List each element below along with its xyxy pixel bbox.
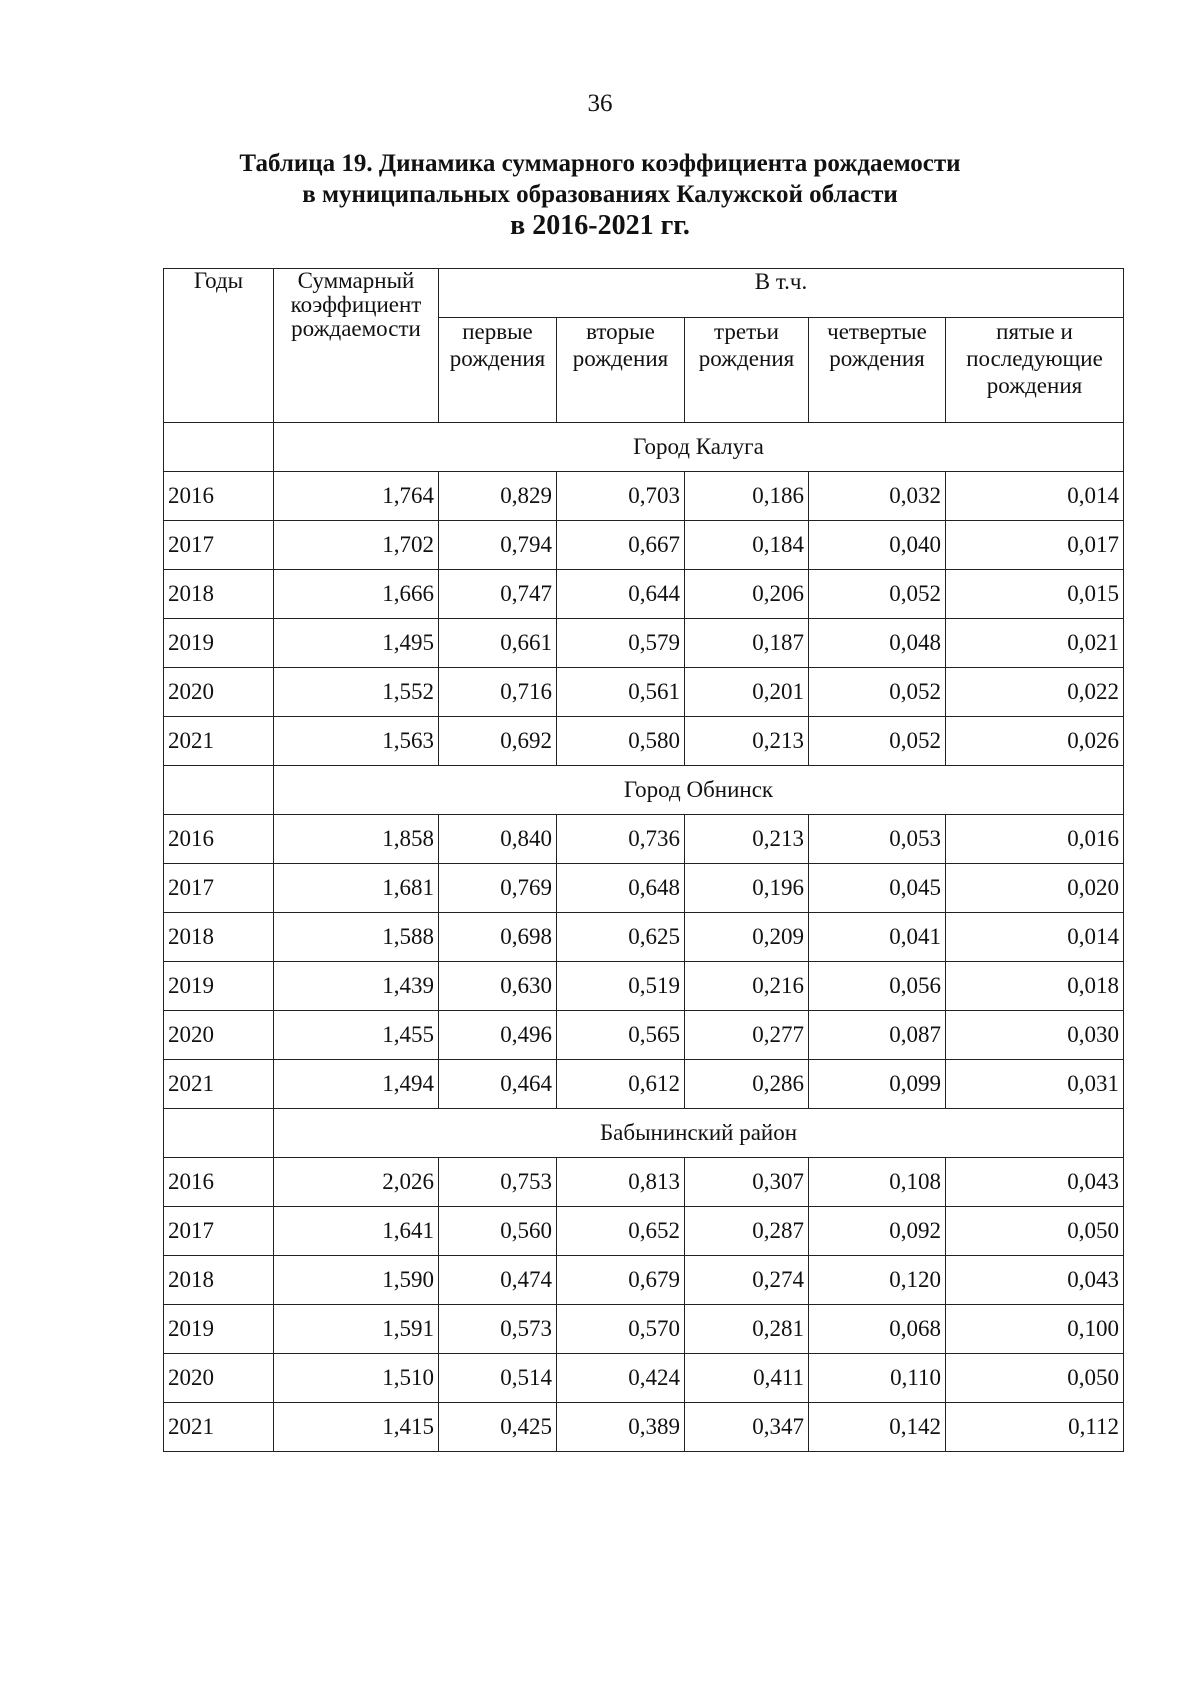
value-cell: 0,667: [557, 521, 685, 570]
value-cell: 0,022: [946, 668, 1124, 717]
value-cell: 0,736: [557, 815, 685, 864]
value-cell: 0,625: [557, 913, 685, 962]
value-cell: 0,026: [946, 717, 1124, 766]
value-cell: 0,794: [439, 521, 557, 570]
value-cell: 0,425: [439, 1403, 557, 1452]
value-cell: 1,494: [274, 1060, 439, 1109]
year-cell: 2017: [164, 1207, 274, 1256]
table-title-line-2: в муниципальных образованиях Калужской области: [302, 181, 898, 208]
value-cell: 0,216: [685, 962, 809, 1011]
value-cell: 0,813: [557, 1158, 685, 1207]
year-cell: 2016: [164, 1158, 274, 1207]
table-row: [164, 619, 1124, 668]
value-cell: 0,187: [685, 619, 809, 668]
value-cell: 0,209: [685, 913, 809, 962]
value-cell: 2,026: [274, 1158, 439, 1207]
table-row: [164, 1011, 1124, 1060]
value-cell: 0,652: [557, 1207, 685, 1256]
value-cell: 0,347: [685, 1403, 809, 1452]
value-cell: 1,415: [274, 1403, 439, 1452]
value-cell: 1,641: [274, 1207, 439, 1256]
value-cell: 0,464: [439, 1060, 557, 1109]
section-empty-cell: [164, 766, 274, 815]
value-cell: 0,206: [685, 570, 809, 619]
table-title-line-3: в 2016-2021 гг.: [510, 210, 690, 241]
section-title: Бабынинский район: [274, 1109, 1124, 1158]
value-cell: 0,052: [809, 570, 946, 619]
table-row: [164, 717, 1124, 766]
table-title: [0, 148, 1200, 241]
value-cell: 0,840: [439, 815, 557, 864]
value-cell: 1,552: [274, 668, 439, 717]
value-cell: 0,196: [685, 864, 809, 913]
table-row: [164, 1158, 1124, 1207]
table-row: [164, 913, 1124, 962]
value-cell: 0,213: [685, 717, 809, 766]
value-cell: 1,666: [274, 570, 439, 619]
value-cell: 0,050: [946, 1354, 1124, 1403]
value-cell: 0,307: [685, 1158, 809, 1207]
value-cell: 0,018: [946, 962, 1124, 1011]
table-row: [164, 1256, 1124, 1305]
value-cell: 0,213: [685, 815, 809, 864]
value-cell: 0,679: [557, 1256, 685, 1305]
value-cell: 0,201: [685, 668, 809, 717]
value-cell: 0,287: [685, 1207, 809, 1256]
value-cell: 0,580: [557, 717, 685, 766]
value-cell: 0,017: [946, 521, 1124, 570]
value-cell: 0,648: [557, 864, 685, 913]
value-cell: 0,050: [946, 1207, 1124, 1256]
value-cell: 0,286: [685, 1060, 809, 1109]
value-cell: 0,747: [439, 570, 557, 619]
table-row: [164, 864, 1124, 913]
header-including: В т.ч.: [439, 269, 1124, 318]
section-empty-cell: [164, 1109, 274, 1158]
value-cell: 1,439: [274, 962, 439, 1011]
table-row: [164, 521, 1124, 570]
year-cell: 2019: [164, 1305, 274, 1354]
year-cell: 2021: [164, 1403, 274, 1452]
value-cell: 0,056: [809, 962, 946, 1011]
value-cell: 0,110: [809, 1354, 946, 1403]
value-cell: 0,184: [685, 521, 809, 570]
value-cell: 0,092: [809, 1207, 946, 1256]
value-cell: 0,560: [439, 1207, 557, 1256]
value-cell: 0,040: [809, 521, 946, 570]
value-cell: 1,495: [274, 619, 439, 668]
year-cell: 2016: [164, 472, 274, 521]
value-cell: 0,561: [557, 668, 685, 717]
header-total-fertility-rate: Суммарный коэффициент рождаемости: [274, 269, 439, 423]
section-row: [164, 423, 1124, 472]
year-cell: 2021: [164, 1060, 274, 1109]
table-row: [164, 570, 1124, 619]
value-cell: 0,703: [557, 472, 685, 521]
header-first-births: первые рождения: [439, 318, 557, 423]
value-cell: 0,120: [809, 1256, 946, 1305]
section-title: Город Калуга: [274, 423, 1124, 472]
value-cell: 0,630: [439, 962, 557, 1011]
value-cell: 0,573: [439, 1305, 557, 1354]
header-fourth-births: четвертые рождения: [809, 318, 946, 423]
value-cell: 0,514: [439, 1354, 557, 1403]
value-cell: 1,588: [274, 913, 439, 962]
value-cell: 0,053: [809, 815, 946, 864]
value-cell: 0,031: [946, 1060, 1124, 1109]
value-cell: 0,570: [557, 1305, 685, 1354]
table-row: [164, 668, 1124, 717]
header-fifth-plus-births: пятые и последующие рождения: [946, 318, 1124, 423]
table-row: [164, 1403, 1124, 1452]
table-row: [164, 1354, 1124, 1403]
year-cell: 2019: [164, 962, 274, 1011]
table-row: [164, 962, 1124, 1011]
value-cell: 0,108: [809, 1158, 946, 1207]
year-cell: 2021: [164, 717, 274, 766]
year-cell: 2020: [164, 1354, 274, 1403]
value-cell: 1,702: [274, 521, 439, 570]
year-cell: 2018: [164, 913, 274, 962]
year-cell: 2020: [164, 668, 274, 717]
year-cell: 2018: [164, 570, 274, 619]
header-third-births: третьи рождения: [685, 318, 809, 423]
value-cell: 0,052: [809, 717, 946, 766]
table-row: [164, 815, 1124, 864]
value-cell: 0,474: [439, 1256, 557, 1305]
value-cell: 0,030: [946, 1011, 1124, 1060]
value-cell: 0,020: [946, 864, 1124, 913]
value-cell: 0,644: [557, 570, 685, 619]
value-cell: 0,014: [946, 472, 1124, 521]
section-row: [164, 766, 1124, 815]
value-cell: 0,661: [439, 619, 557, 668]
value-cell: 0,769: [439, 864, 557, 913]
value-cell: 0,274: [685, 1256, 809, 1305]
value-cell: 0,519: [557, 962, 685, 1011]
value-cell: 0,692: [439, 717, 557, 766]
value-cell: 1,681: [274, 864, 439, 913]
value-cell: 0,100: [946, 1305, 1124, 1354]
value-cell: 0,424: [557, 1354, 685, 1403]
value-cell: 0,068: [809, 1305, 946, 1354]
value-cell: 0,043: [946, 1256, 1124, 1305]
year-cell: 2018: [164, 1256, 274, 1305]
value-cell: 0,829: [439, 472, 557, 521]
value-cell: 0,043: [946, 1158, 1124, 1207]
value-cell: 0,277: [685, 1011, 809, 1060]
header-years: Годы: [164, 269, 274, 423]
value-cell: 0,052: [809, 668, 946, 717]
value-cell: 0,698: [439, 913, 557, 962]
section-row: [164, 1109, 1124, 1158]
value-cell: 0,041: [809, 913, 946, 962]
value-cell: 1,858: [274, 815, 439, 864]
value-cell: 0,186: [685, 472, 809, 521]
value-cell: 0,045: [809, 864, 946, 913]
year-cell: 2017: [164, 521, 274, 570]
value-cell: 0,099: [809, 1060, 946, 1109]
table-row: [164, 472, 1124, 521]
table-row: [164, 1207, 1124, 1256]
value-cell: 0,612: [557, 1060, 685, 1109]
value-cell: 1,455: [274, 1011, 439, 1060]
value-cell: 1,764: [274, 472, 439, 521]
value-cell: 0,015: [946, 570, 1124, 619]
page-number: 36: [587, 90, 613, 117]
table-title-line-1: Таблица 19. Динамика суммарного коэффициента рождаемости: [239, 150, 961, 177]
birth-rate-table: [163, 268, 1124, 1452]
header-second-births: вторые рождения: [557, 318, 685, 423]
value-cell: 1,510: [274, 1354, 439, 1403]
value-cell: 0,579: [557, 619, 685, 668]
value-cell: 0,281: [685, 1305, 809, 1354]
value-cell: 0,753: [439, 1158, 557, 1207]
value-cell: 0,411: [685, 1354, 809, 1403]
value-cell: 1,563: [274, 717, 439, 766]
year-cell: 2020: [164, 1011, 274, 1060]
year-cell: 2016: [164, 815, 274, 864]
value-cell: 0,142: [809, 1403, 946, 1452]
value-cell: 0,389: [557, 1403, 685, 1452]
value-cell: 0,112: [946, 1403, 1124, 1452]
value-cell: 0,014: [946, 913, 1124, 962]
value-cell: 0,087: [809, 1011, 946, 1060]
value-cell: 0,716: [439, 668, 557, 717]
value-cell: 1,591: [274, 1305, 439, 1354]
table-body: [164, 423, 1124, 1452]
value-cell: 0,496: [439, 1011, 557, 1060]
value-cell: 1,590: [274, 1256, 439, 1305]
year-cell: 2019: [164, 619, 274, 668]
value-cell: 0,032: [809, 472, 946, 521]
value-cell: 0,021: [946, 619, 1124, 668]
section-title: Город Обнинск: [274, 766, 1124, 815]
section-empty-cell: [164, 423, 274, 472]
table-row: [164, 1060, 1124, 1109]
year-cell: 2017: [164, 864, 274, 913]
value-cell: 0,565: [557, 1011, 685, 1060]
table-row: [164, 1305, 1124, 1354]
value-cell: 0,048: [809, 619, 946, 668]
value-cell: 0,016: [946, 815, 1124, 864]
